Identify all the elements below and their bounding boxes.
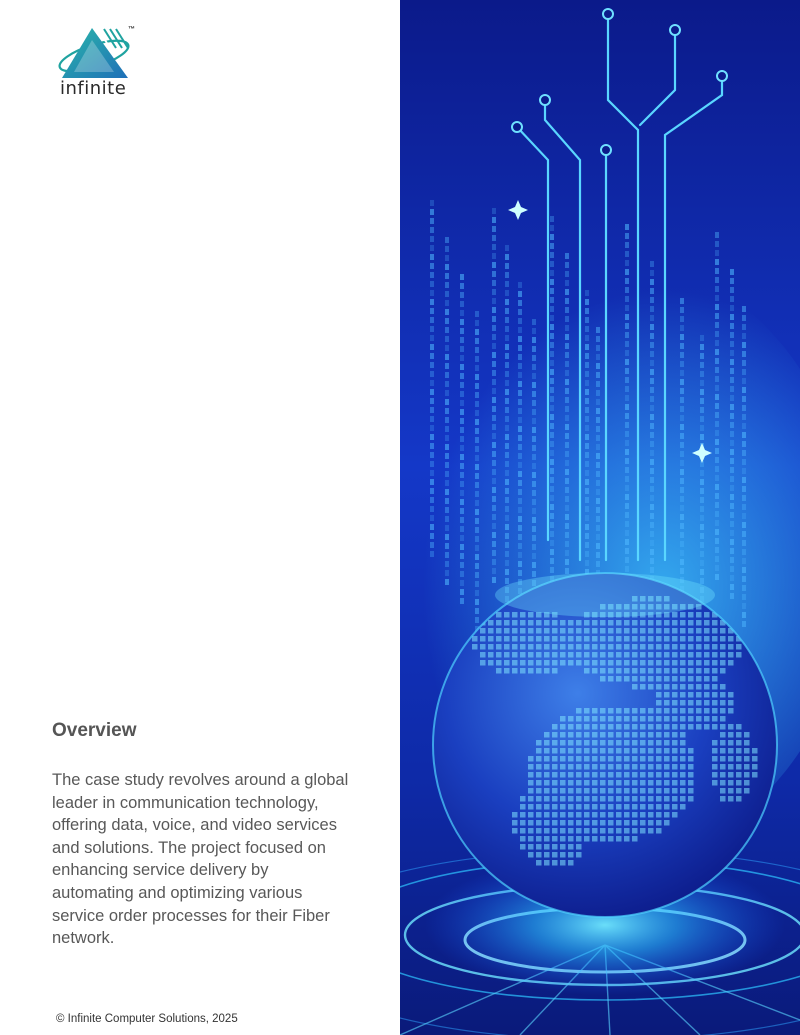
overview-heading: Overview xyxy=(52,720,137,741)
globe-circuit-image xyxy=(400,0,800,1035)
footer-copyright: © Infinite Computer Solutions, 2025 xyxy=(56,1013,238,1025)
company-logo xyxy=(54,26,138,102)
overview-body: The case study revolves around a global leader in communication technology, offering data, voice, and video services and solutions. The project focused on enhancing service delivery by automating and optimizing various service order processes for their Fiber network. xyxy=(52,771,349,948)
trademark-symbol: ™ xyxy=(128,26,135,33)
logo-wordmark: infinite xyxy=(60,78,127,99)
logo-mark-icon xyxy=(54,26,138,86)
globe-circuit-illustration xyxy=(400,0,800,1035)
